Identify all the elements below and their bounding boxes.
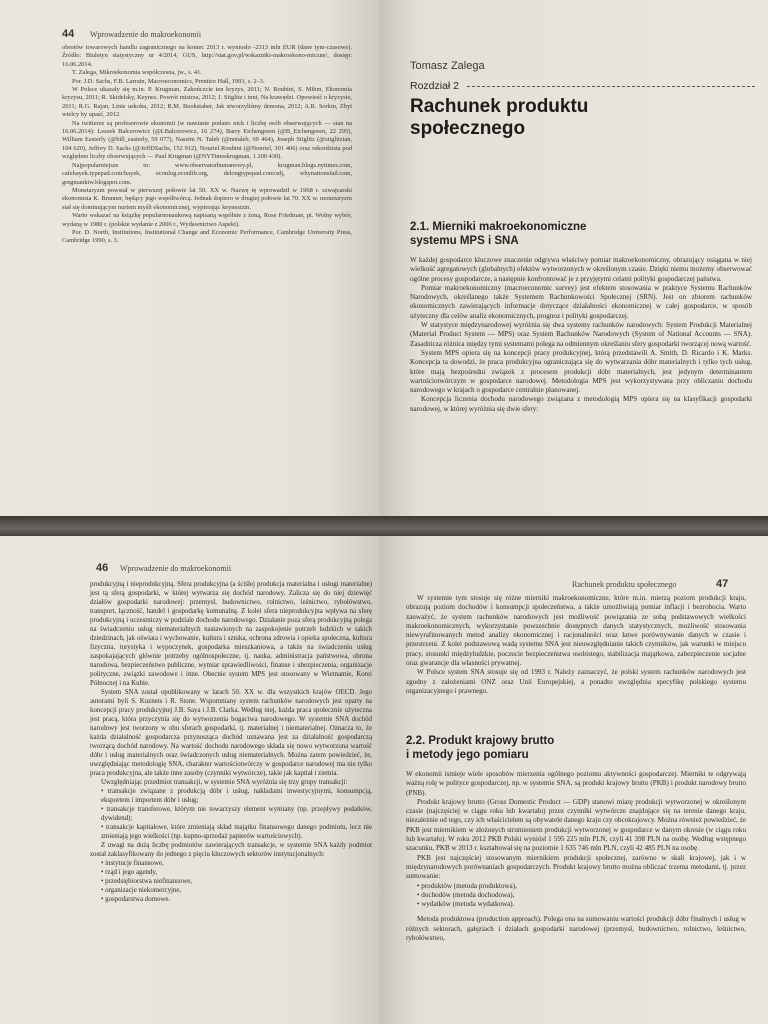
footnote: Por. D. North, Institutions, Institutional Change and Economic Performance, Cambridge University Press, Cambridge 1990, s. 3. (62, 228, 352, 245)
page-47 (380, 536, 768, 1024)
page-47-body-top (406, 594, 746, 696)
list-item: • wydatków (metoda wydatkowa). (417, 900, 746, 909)
list-item: • transakcje transferowe, którym nie towarzyszy element wymiany (np. przepływy podatków, dywidend); (101, 805, 372, 823)
paragraph: Koncepcja liczenia dochodu narodowego związana z metodologią MPS opiera się na klasyfikacji gospodarki narodowej, w której wyróżnia się dwie sfery: (410, 395, 752, 413)
transaction-list (90, 787, 372, 841)
paragraph: Pomiar makroekonomiczny (macroeconomic survey) jest efektem stosowania w praktyce Systemu Rachunków Narodowych, określanego także Systemem Rachunkowości Społecznej (SRN). Jest on zbiorem rachunków ekonomicznych zawierających informacje dotyczące działalności ekonomicznej w całej gospodarce, w sposób użyteczny dla celów analiz ekonomicznych, prognoz i polityki gospodarczej. (410, 283, 752, 320)
page-number: 46 (96, 562, 109, 574)
footnote: Warto wskazać na książkę popularnonaukową napisaną wspólnie z żoną, Rose Friedman, pt. Wolny wybór, wydaną w 1980 r. (polskie wydanie z 2006 r., Wydawnictwo Aspekt). (62, 212, 352, 228)
paragraph: Z uwagi na dużą liczbę podmiotów zawierających transakcje, w systemie SNA każdy podmiot został zaklasyfikowany do jednego z pięciu kluczowych sektorów instytucjonalnych: (90, 842, 372, 858)
footnote: Monetaryzm powstał w pierwszej połowie lat 50. XX w. Nazwę tę wprowadził w 1968 r. szwajcarski ekonomista K. Brunner, będący jego współtwórcą. Jednak dopiero w drugiej połowie lat 70. XX w. monetaryzm stał się dominującym nurtem myśli ekonomicznej, wypierając keynesizm. (62, 186, 352, 211)
chapter-body (410, 256, 752, 414)
running-head: Rachunek produktu społecznego (572, 580, 677, 589)
footnote: Por. J.D. Sachs, F.B. Larrain, Macroeconomics, Prentice Hall, 1993, s. 2–3. (72, 77, 265, 85)
chapter-title (410, 96, 588, 140)
page-number: 47 (716, 578, 729, 590)
chapter-label-row (410, 80, 755, 92)
paragraph: System MPS opiera się na koncepcji pracy produkcyjnej, którą przedstawili A. Smith, D. Ricardo i K. Marks. Koncepcja ta dowodzi, że praca produkcyjna ograniczająca się do wytwarzania dóbr materialnych i tylko tych usług, które mają bezpośredni związek z procesem produkcji dóbr materialnych, jest jedynym determinantem wartościotwórczym w gospodarce narodowej. Metodologia MPS jest wykorzystywana przy obliczaniu dochodu narodowego w krajach o gospodarce centralnie planowanej. (410, 348, 752, 395)
chapter-title-line: społecznego (410, 118, 526, 139)
paragraph: W każdej gospodarce kluczowe znaczenie odgrywa właściwy pomiar makroekonomiczny, obrazujący osiągana w niej wielkość agregatowych (globalnych) efektów wytworzonych w określonym czasie. Dzięki niemu możemy obserwować ogólne procesy gospodarcze, a następnie konfrontować je z przyjętymi celami polityki gospodarczej państwa. (410, 256, 752, 283)
method-list (406, 882, 746, 910)
paragraph: W systemie tym stosuje się różne mierniki makroekonomiczne, które m.in. mierzą poziom produkcji kraju, obrazują poziom dochodów i konsumpcji społeczeństwa, a także umożliwiają pomiar inflacji i bezrobocia. Warto zauważyć, że system rachunków narodowych jest możliwość powiązania ze sobą podstawowych wielkości makroekonomicznych, wykorzystanie powszechnie dostępnych danych statystycznych, możliwość stosowania niewyrafinowanych metod analizy ekonomicznej i racjonalności oraz łatwe porównywanie danych w czasie i przestrzeni. Z kolei podstawową wadą systemu SNA jest nieuwzględnianie takich czynników, jak warunki w miejscu pracy, stosunki międzyludzkie, poczucie bezpieczeństwa osobistego, stabilizacja majątkowa, zabezpieczenie socjalne oraz gwarancje dla własności prywatnej. (406, 594, 746, 668)
list-item: • przedsiębiorstwa niefinansowe, (101, 877, 372, 886)
list-item: • dochodów (metoda dochodowa), (417, 891, 746, 900)
footnote: W Polsce ukazały się m.in. P. Krugman, Zakończcie ten kryzys, 2011; N. Roubini, S. Mihm, Ekonomia kryzysu, 2011; R. Skidelsky, Keynes. Powrót mistrza, 2012; J. Stiglitz i inni, Na krawędzi. Opowieść o kryzysie, 2011; R.G. Rajan, Linie uskoku, 2012; R.M. Bookstaber, Jak stworzyliśmy demona, 2012; A.R. Sorkin, Zbyt wielcy by upaść, 2012. (62, 86, 352, 119)
footnote: obrotów towarowych handlu zagranicznego na koniec 2013 r. wyniosło -2313 mln EUR (dane tym-czasowe). Źródło: Biuletyn statystyczny nr 4/2014, GUS, http://stat.gov.pl/wskazniki-makroekono-miczne/, dostęp: 16.06.2014. (62, 44, 352, 68)
author-name: Tomasz Zalega (410, 60, 485, 72)
chapter-title-line: Rachunek produktu (410, 96, 589, 117)
paragraph: W Polsce system SNA stosuje się od 1993 r. Należy zaznaczyć, że polski system rachunków narodowych jest zgodny z założeniami ONZ oraz Unii Europejskiej, a ponadto uwzględnia specyfikę polskiego systemu organizacyjnego i prawnego. (406, 668, 746, 695)
sector-list (90, 859, 372, 904)
running-head: Wprowadzenie do makroekonomii (90, 30, 202, 39)
paragraph: PKB jest najczęściej stosowanym miernikiem produkcji społecznej, zarówno w skali krajowej, jak i w międzynarodowych porównaniach gospodarczych. Produkt krajowy brutto można obliczać trzema metodami, tj. przez sumowanie: (406, 853, 746, 881)
section-title-line: systemu MPS i SNA (410, 235, 519, 247)
page-47-body-bottom (406, 770, 746, 943)
paragraph: W statystyce międzynarodowej wyróżnia się dwa systemy rachunków narodowych: System Produkcji Materialnej (Material Product System — MPS) oraz System Rachunków Narodowych (System of National Accounts — SNA). Zasadnicza różnica między tymi systemami polega na odmiennym określaniu sfery gospodarki tworzącej nową wartość. (410, 321, 752, 348)
section-title-line: i metody jego pomiaru (406, 749, 529, 761)
paragraph: System SNA został opublikowany w latach 50. XX w. dla wszystkich krajów OECD. Jego autorami byli S. Kuznets i R. Stone. Wspomniany system rachunków narodowych jest oparty na koncepcji pracy produkcyjnej J.B. Saya i J.B. Clarka. Według niej, każda praca społecznie użyteczna jest pracą, która przyczynia się do wytworzenia bogactwa narodowego. W systemie SNA dochód narodowy jest tworzony w obu sferach gospodarki, tj. materialnej i niematerialnej. Oznacza to, że każda działalność gospodarcza przynosząca dochód uznawana jest za działalność gospodarczą tworzącą dochód narodowy. Na wartość dochodu narodowego składa się nowo wytworzona wartość dóbr i usług materialnych oraz świadczonych usług niematerialnych. Można zatem powiedzieć, że, uwzględniając metodologię SNA, charakter wartościotwórczy w gospodarce narodowej ma nie tylko praca produkcyjna, ale także inne zasoby (czynniki wytwórcze), takie jak kapitał i ziemia. (90, 689, 372, 777)
list-item: • rząd i jego agendy, (101, 868, 372, 877)
chapter-label: Rozdział 2 (410, 80, 460, 92)
list-item: • gospodarstwa domowe. (101, 895, 372, 904)
section-title-line: 2.2. Produkt krajowy brutto (406, 735, 555, 747)
page-46-body (90, 580, 372, 904)
list-item: • transakcje kapitałowe, które zmieniają skład majątku finansowego danego podmiotu, lecz nie zmieniają jego wielkości (np. kupno-sprzedaż papierów wartościowych). (101, 823, 372, 841)
running-head: Wprowadzenie do makroekonomii (120, 564, 232, 573)
footnote: Na twitterze są profesorowie ekonomii (w nawiasie podano nick i liczbę osób obserwujących — stan na 16.06.2014): Leszek Balcerowicz (@LBalcerowicz, 16 274), Barry Eichengreen (@B_Eichengreen, 22 295), William Easterly (@bill_easterly, 59 077), Nassim N. Taleb (@nntaleb, 69 464), Joseph Stiglitz (@stiglitzian, 104 620), Jeffrey D. Sachs (@JeffDSachs, 152 912), Nouriel Roubini (@Nouriel, 301 406) oraz rekordzista pod względem liczby obserwujących — Paul Krugman (@NYTimeskrugman, 1 200 430). (62, 119, 352, 161)
list-item: • transakcje związane z produkcją dóbr i usług, nakładami inwestycyjnymi, konsumpcją, eksportem i importem dóbr i usług; (101, 787, 372, 805)
paragraph: W ekonomii istnieje wiele sposobów mierzenia ogólnego poziomu aktywności gospodarczej. Mierniki te odgrywają ważną rolę w polityce gospodarczej, np. w systemie SNA, są produkt krajowy brutto (PKB) i produkt narodowy brutto (PNB). (406, 770, 746, 797)
list-item: • organizacje niekomercyjne, (101, 886, 372, 895)
bottom-spread (0, 536, 768, 1024)
list-item: • produktów (metoda produktowa), (417, 882, 746, 891)
section-title (406, 734, 554, 762)
spread-separator (0, 516, 768, 536)
page-44 (0, 0, 380, 516)
footnotes (62, 44, 352, 246)
section-title-line: 2.1. Mierniki makroekonomiczne (410, 221, 587, 233)
footnote: T. Zalega, Mikroekonomia współczesna, jw., s. 41. (72, 69, 202, 77)
list-item: • instytucje finansowe, (101, 859, 372, 868)
footnote: Najpopularniejsze to: www.observatorhumanowy.pl, krugman.blogs.nytimes.com, cafehayek.typepad.com/hayek, econlog.econlib.org, delongtypepad.com/sdj, whynationsfail.com, gregmankiw.blogspot.com. (62, 161, 352, 186)
chapter-opening-page (380, 0, 768, 516)
paragraph: Produkt krajowy brutto (Gross Domestic Product — GDP) stanowi miarę produkcji wytworzonej w określonym czasie (najczęściej w ciągu roku lub kwartału) przez czynniki wytwórcze znajdujące się na terenie danego kraju, niezależnie od tego, czy ich właścicielem są obywatele danego kraju czy obcokrajowcy. Można również powiedzieć, że PKB jest miernikiem w złożonych strumieniem produkcji wytworzonej w gospodarce w danym okresie (w ciągu roku lub kwartału). W roku 2012 PKB Polski wyniósł 1 595 225 mln PLN, czyli 41 398 PLN na osobę. Według wstępnego szacunku, PKB w 2013 r. kształtował się na poziomie 1 635 746 mln PLN, czyli 42 485 PLN na osobę. (406, 797, 746, 853)
paragraph: Uwzględniając przedmiot transakcji, w systemie SNA wyróżnia się trzy grupy transakcji: (101, 779, 348, 786)
page-46 (0, 536, 380, 1024)
dashed-rule (467, 86, 755, 87)
paragraph: Metoda produktowa (production approach). Polega ona na sumowaniu wartości produkcji dóbr finalnych i usług w różnych sektorach, gałęziach i działach gospodarki narodowej (przemysł, budownictwo, rolnictwo, leśnictwo, rybołówstwo, (406, 915, 746, 943)
section-title (410, 220, 586, 248)
page-number: 44 (62, 28, 75, 40)
paragraph: produkcyjną i nieprodukcyjną. Sfera produkcyjna (a ściślej produkcja materialna i usługi materialne) jest tą sferą gospodarki, w której wytwarza się dochód narodowy. Zalicza się do niej dziewięć działów gospodarki narodowej: przemysł, budownictwo, rolnictwo, leśnictwo, rybołówstwo, transport, łączność, handel i gospodarkę komunalną. Z kolei sfera nieprodukcyjna wpływa na sferę produkcyjną i uczestniczy w podziale dochodu narodowego. Działanie poza sferą produkcyjną polega na świadczeniu usług niematerialnych nastawionych na zaspokojenie potrzeb ludzkich w takich dziedzinach, jak oświata i wychowanie, kultura i sztuka, ochrona zdrowia i opieka społeczna, kultura fizyczna, turystyka i wypoczynek, gospodarka mieszkaniowa, a także na świadczeniu usług zaspokajających głównie potrzeby ogólnospołeczne, tj. nauka, administracja państwowa, obrona narodowa, bezpieczeństwo publiczne, wymiar sprawiedliwości, finanse i ubezpieczenia, organizacje polityczne, związki zawodowe i inne. Obecnie system MPS jest stosowany w Wietnamie, Korei Północnej i na Kubie. (90, 581, 372, 687)
